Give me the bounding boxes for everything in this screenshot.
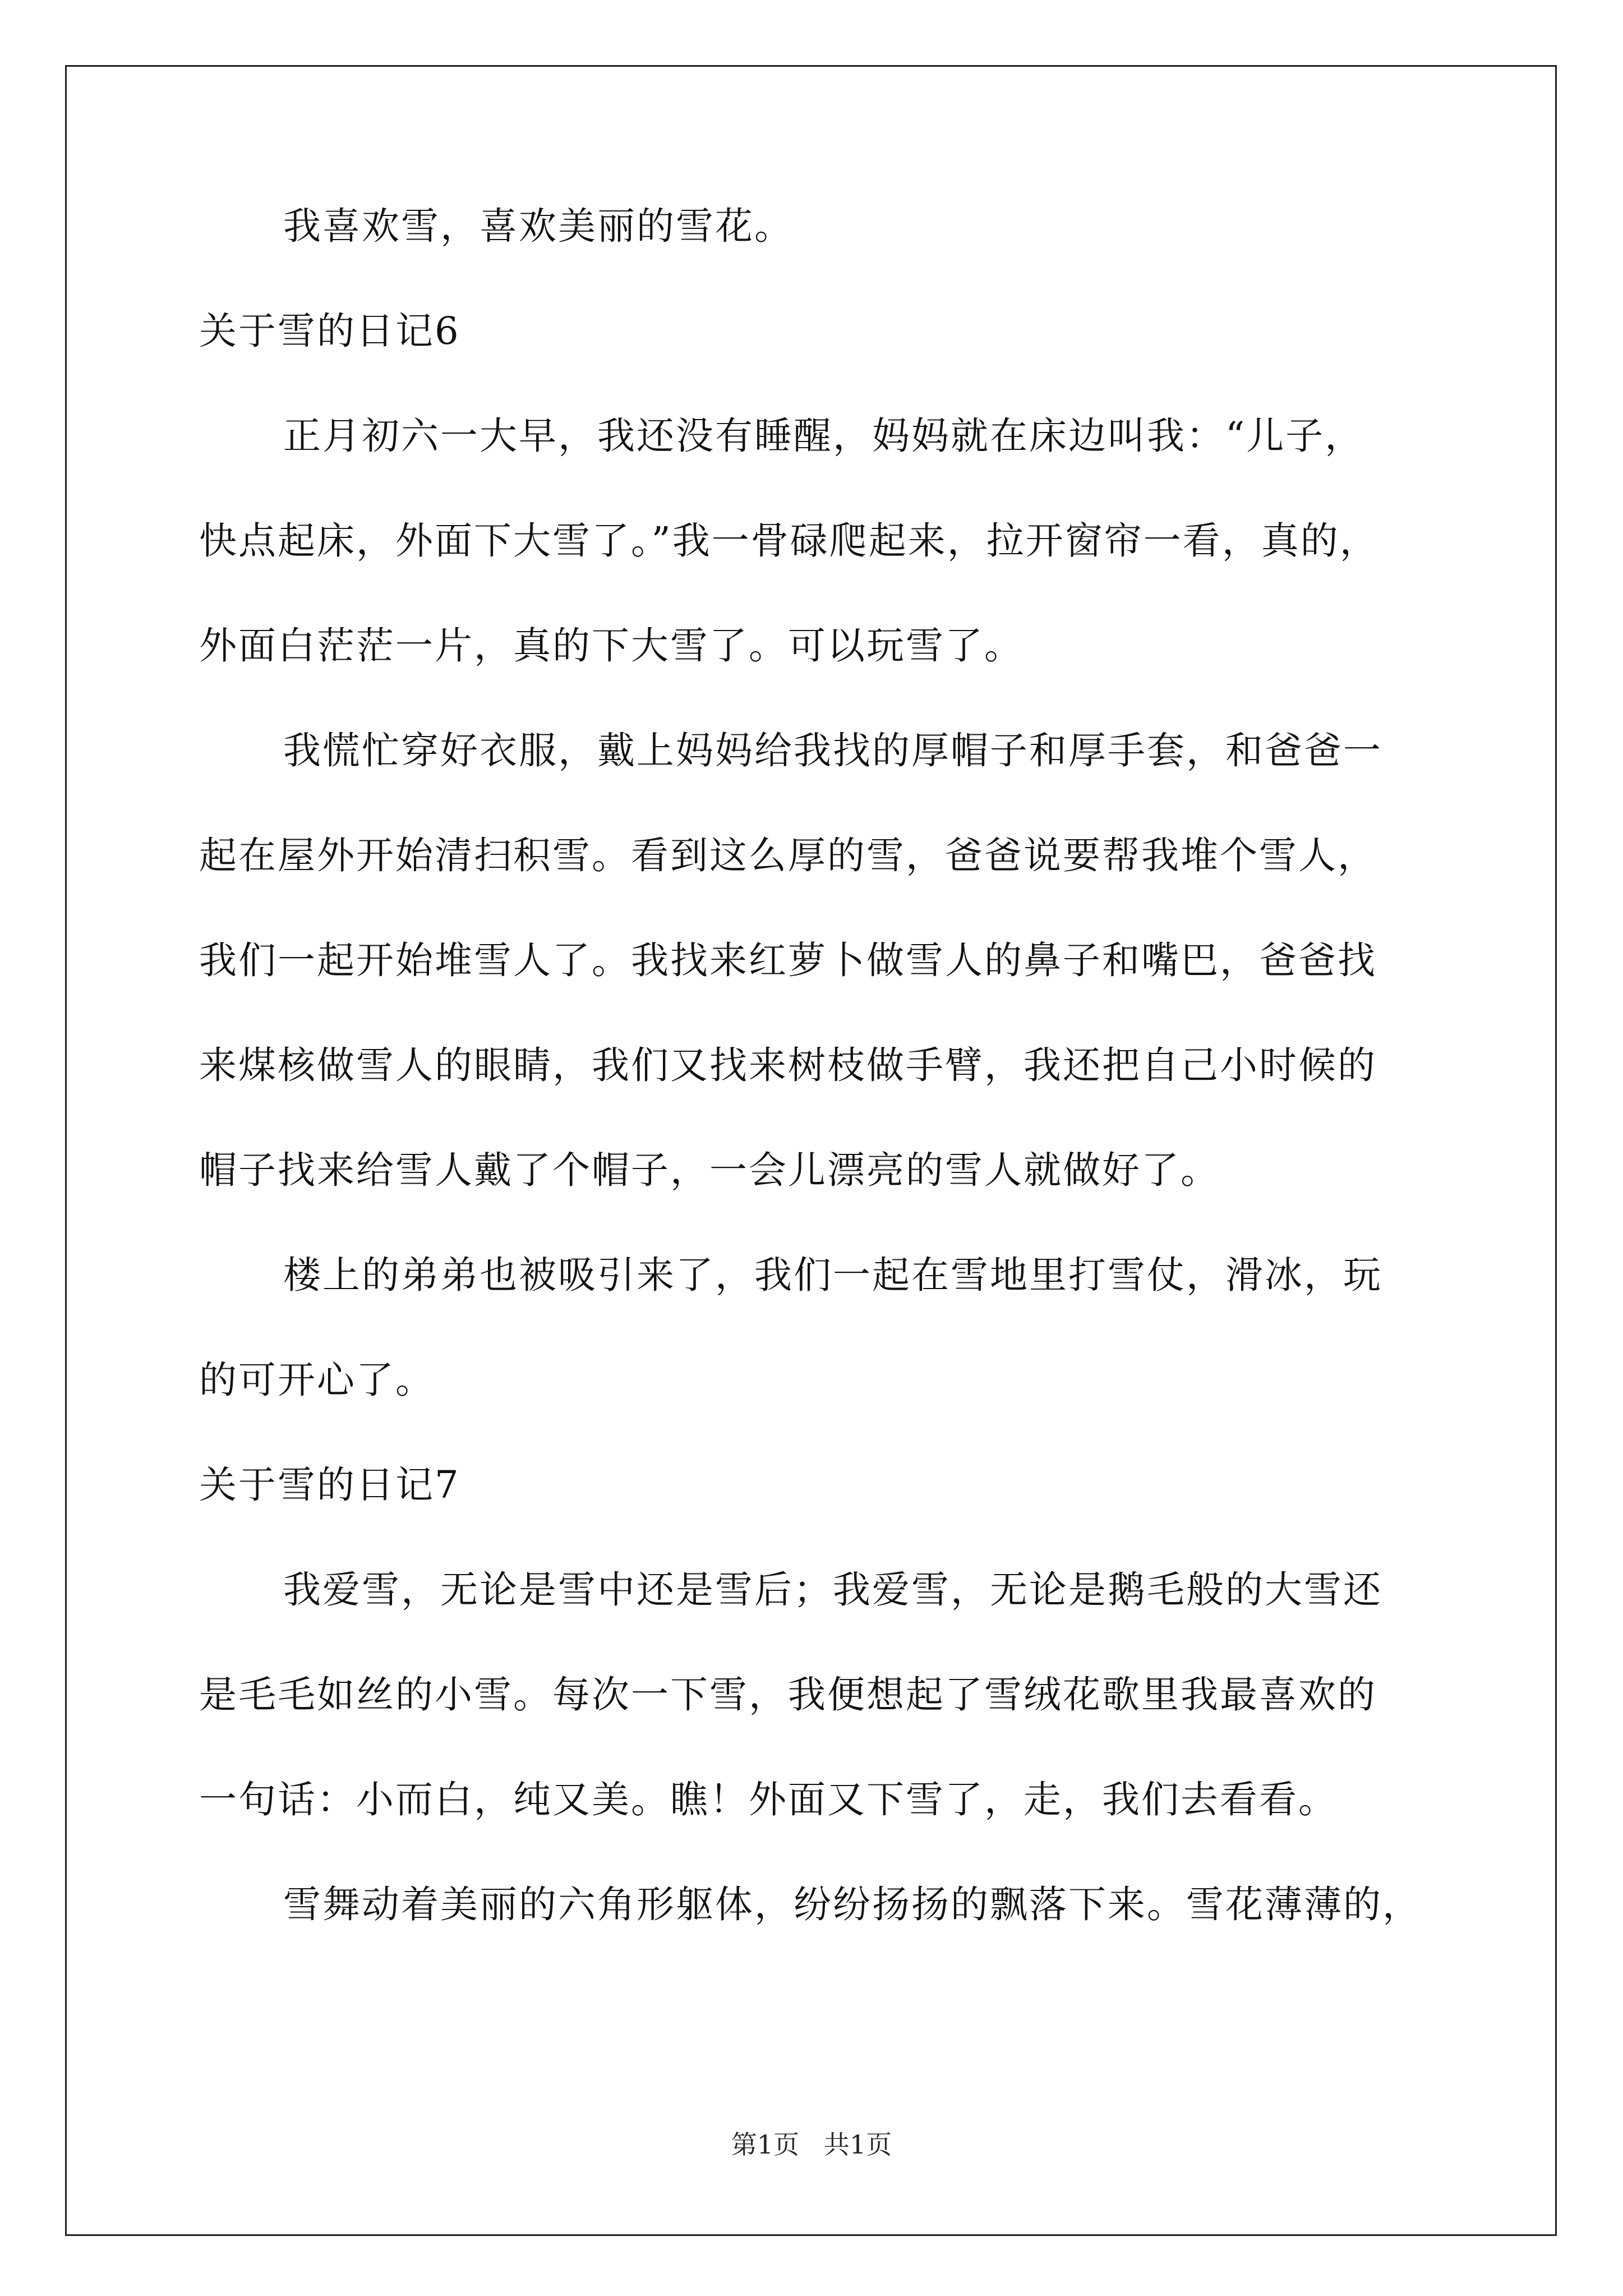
paragraph-line: 是毛毛如丝的小雪。每次一下雪，我便想起了雪绒花歌里我最喜欢的 bbox=[199, 1673, 1377, 1717]
section-heading: 关于雪的日记6 bbox=[199, 309, 460, 353]
paragraph-line: 正月初六一大早，我还没有睡醒，妈妈就在床边叫我：“儿子， bbox=[283, 414, 1364, 458]
section-heading: 关于雪的日记7 bbox=[199, 1463, 460, 1507]
paragraph-line: 快点起床，外面下大雪了。”我一骨碌爬起来，拉开窗帘一看，真的， bbox=[199, 519, 1379, 563]
page-footer: 第1页 共1页 bbox=[731, 2129, 892, 2160]
paragraph-line: 我爱雪，无论是雪中还是雪后；我爱雪，无论是鹅毛般的大雪还 bbox=[283, 1568, 1382, 1612]
paragraph-line: 雪舞动着美丽的六角形躯体，纷纷扬扬的飘落下来。雪花薄薄的， bbox=[283, 1883, 1422, 1926]
paragraph-line: 帽子找来给雪人戴了个帽子，一会儿漂亮的雪人就做好了。 bbox=[199, 1148, 1220, 1192]
paragraph-line: 楼上的弟弟也被吸引来了，我们一起在雪地里打雪仗，滑冰，玩 bbox=[283, 1253, 1382, 1297]
paragraph-line: 我喜欢雪，喜欢美丽的雪花。 bbox=[283, 204, 794, 248]
paragraph-line: 起在屋外开始清扫积雪。看到这么厚的雪，爸爸说要帮我堆个雪人， bbox=[199, 834, 1377, 877]
paragraph-line: 的可开心了。 bbox=[199, 1358, 435, 1402]
paragraph-line: 外面白茫茫一片，真的下大雪了。可以玩雪了。 bbox=[199, 624, 1023, 668]
paragraph-line: 来煤核做雪人的眼睛，我们又找来树枝做手臂，我还把自己小时候的 bbox=[199, 1043, 1377, 1087]
paragraph-line: 一句话：小而白，纯又美。瞧！外面又下雪了，走，我们去看看。 bbox=[199, 1778, 1338, 1821]
document-body bbox=[199, 204, 1461, 1991]
paragraph-line: 我慌忙穿好衣服，戴上妈妈给我找的厚帽子和厚手套，和爸爸一 bbox=[283, 729, 1382, 772]
paragraph-line: 我们一起开始堆雪人了。我找来红萝卜做雪人的鼻子和嘴巴，爸爸找 bbox=[199, 938, 1377, 982]
